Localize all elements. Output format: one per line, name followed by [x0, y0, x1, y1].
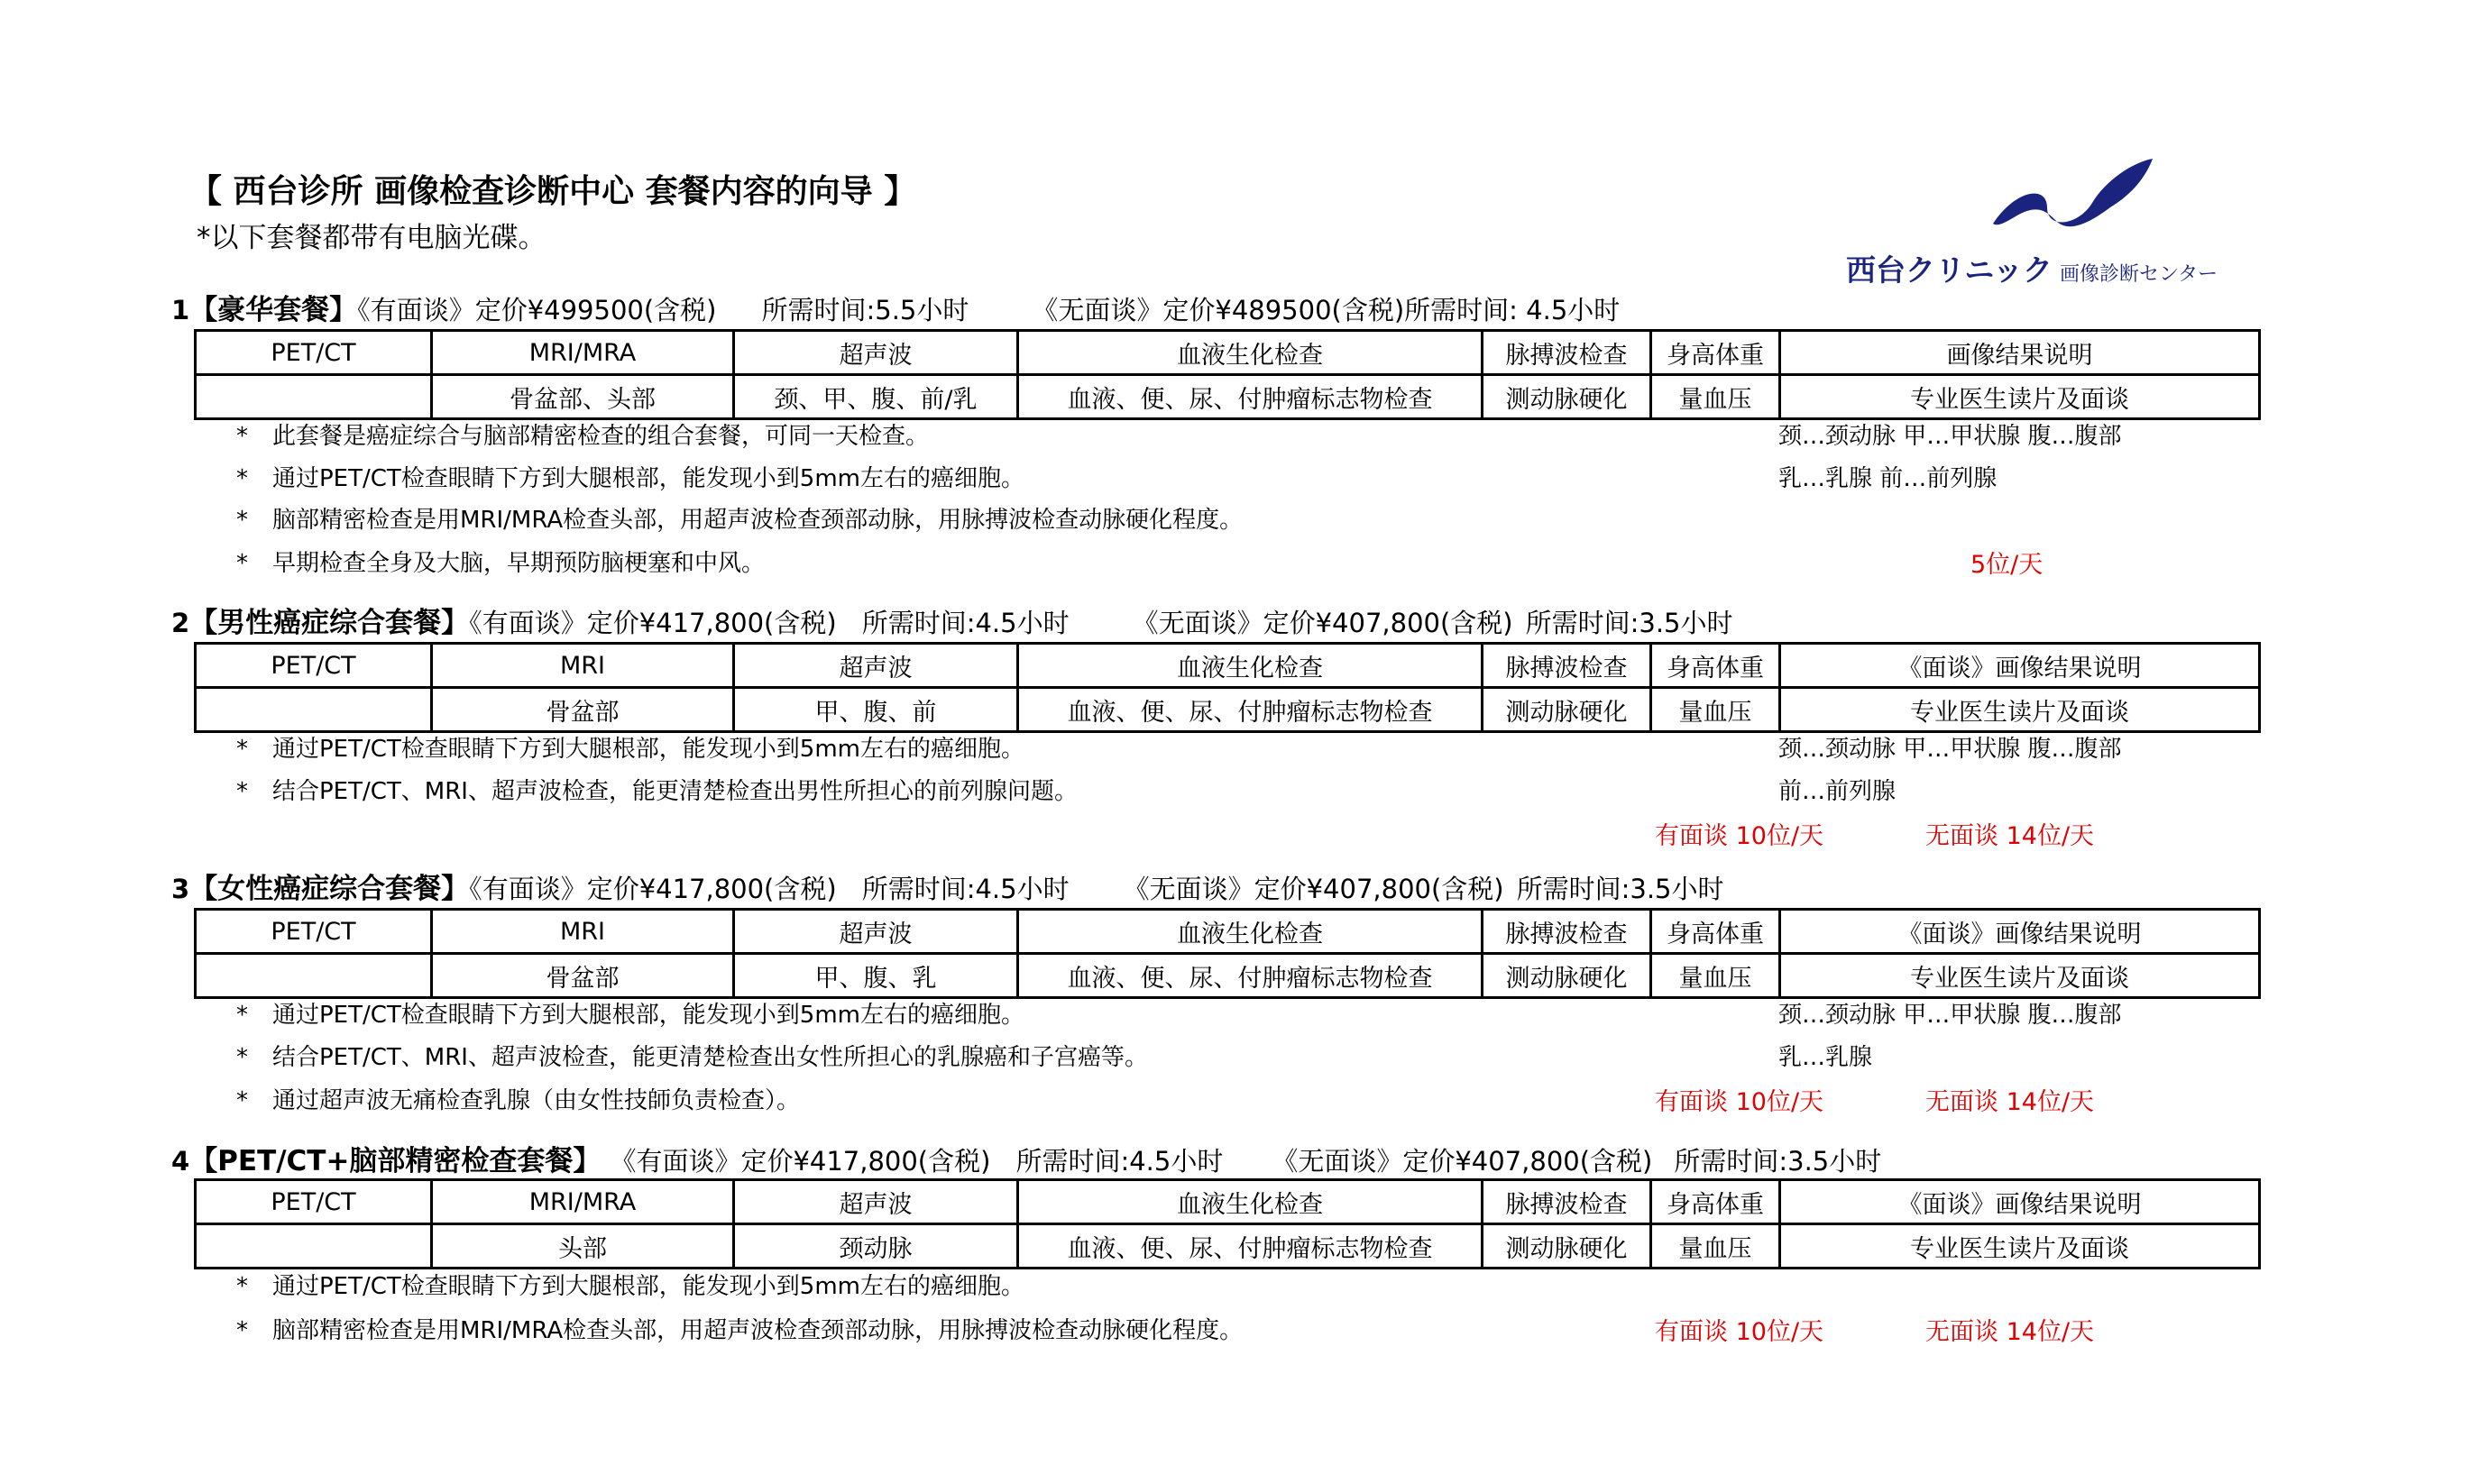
capacity-without-interview: 无面谈 14位/天 [1925, 822, 2095, 850]
table-cell: 测动脉硬化 [1483, 1224, 1651, 1269]
table-row [196, 375, 2260, 419]
table-cell: 测动脉硬化 [1483, 375, 1651, 419]
note-item: * 通过超声波无痛检查乳腺（由女性技師负责检查）。 [236, 1087, 801, 1114]
header-cell: PET/CT [196, 1180, 432, 1224]
header-cell: 身高体重 [1651, 910, 1780, 954]
time-without-interview: 所需时间:3.5小时 [1674, 1146, 1882, 1177]
abbreviation-legend: 颈…颈动脉 甲…甲状腺 腹…腹部 [1778, 1002, 2122, 1029]
section-name: 【豪华套餐】 [189, 294, 358, 326]
logo-name: 西台クリニック [1846, 252, 2053, 288]
table-row [196, 954, 2260, 998]
capacity-with-interview: 有面谈 10位/天 [1655, 1088, 1824, 1116]
header-cell: 超声波 [734, 1180, 1018, 1224]
section-3-table [194, 908, 2261, 999]
table-cell: 骨盆部、头部 [432, 375, 734, 419]
table-header-row [196, 1180, 2260, 1224]
table-header-row [196, 331, 2260, 375]
table-header-row [196, 910, 2260, 954]
header-cell: 血液生化检查 [1018, 910, 1483, 954]
section-1-header [171, 287, 1620, 327]
table-cell: 颈、甲、腹、前/乳 [734, 375, 1018, 419]
time-with-interview: 所需时间:4.5小时 [861, 874, 1070, 904]
note-item: * 此套餐是癌症综合与脑部精密检查的组合套餐，可同一天检查。 [236, 423, 930, 450]
header-cell: 《面谈》画像结果说明 [1780, 644, 2260, 688]
price-with-interview: 《有面谈》定价¥417,800(含税) [610, 1146, 991, 1177]
header-cell: PET/CT [196, 910, 432, 954]
table-cell: 头部 [432, 1224, 734, 1269]
time-without-interview: 所需时间:3.5小时 [1516, 874, 1724, 904]
table-cell: 量血压 [1651, 688, 1780, 732]
price-with-interview: 《有面谈》定价¥417,800(含税) [469, 874, 837, 904]
header-cell: 脉搏波检查 [1483, 910, 1651, 954]
abbreviation-legend: 前…前列腺 [1778, 778, 1897, 805]
header-cell: 超声波 [734, 910, 1018, 954]
note-item: * 通过PET/CT检查眼睛下方到大腿根部，能发现小到5mm左右的癌细胞。 [236, 1273, 1024, 1300]
table-cell: 专业医生读片及面谈 [1780, 375, 2260, 419]
table-cell: 专业医生读片及面谈 [1780, 954, 2260, 998]
note-item: * 脑部精密检查是用MRI/MRA检查头部，用超声波检查颈部动脉，用脉搏波检查动脉硬化程度。 [236, 507, 1244, 534]
table-cell: 甲、腹、前 [734, 688, 1018, 732]
header-cell: MRI/MRA [432, 331, 734, 375]
abbreviation-legend: 颈…颈动脉 甲…甲状腺 腹…腹部 [1778, 423, 2122, 450]
section-number: 2 [171, 608, 190, 638]
table-cell: 血液、便、尿、付肿瘤标志物检查 [1018, 375, 1483, 419]
time-with-interview: 所需时间:4.5小时 [1015, 1146, 1224, 1177]
time-with-interview: 所需时间:4.5小时 [861, 608, 1070, 638]
section-4-header [171, 1138, 1881, 1178]
table-cell: 颈动脉 [734, 1224, 1018, 1269]
header-cell: 超声波 [734, 331, 1018, 375]
capacity-label: 5位/天 [1970, 551, 2044, 579]
abbreviation-legend: 颈…颈动脉 甲…甲状腺 腹…腹部 [1778, 736, 2122, 763]
price-without-interview: 《无面谈》定价¥489500(含税) [1032, 295, 1405, 325]
note-item: * 通过PET/CT检查眼睛下方到大腿根部，能发现小到5mm左右的癌细胞。 [236, 1002, 1024, 1029]
header-cell: 《面谈》画像结果说明 [1780, 1180, 2260, 1224]
table-row [196, 688, 2260, 732]
section-number: 3 [171, 874, 190, 904]
header-cell: PET/CT [196, 331, 432, 375]
header-cell: 脉搏波检查 [1483, 1180, 1651, 1224]
table-header-row [196, 644, 2260, 688]
capacity-without-interview: 无面谈 14位/天 [1925, 1088, 2095, 1116]
table-cell [196, 688, 432, 732]
table-cell: 血液、便、尿、付肿瘤标志物检查 [1018, 954, 1483, 998]
price-without-interview: 《无面谈》定价¥407,800(含税) [1123, 874, 1504, 904]
logo-subname: 画像診断センター [2060, 263, 2218, 286]
section-name: 【PET/CT+脑部精密检查套餐】 [189, 1145, 602, 1177]
table-cell: 专业医生读片及面谈 [1780, 688, 2260, 732]
table-cell: 血液、便、尿、付肿瘤标志物检查 [1018, 1224, 1483, 1269]
table-cell [196, 954, 432, 998]
header-cell: 血液生化检查 [1018, 1180, 1483, 1224]
header-cell: 身高体重 [1651, 1180, 1780, 1224]
price-with-interview: 《有面谈》定价¥499500(含税) [357, 295, 717, 325]
note-item: * 早期检查全身及大脑，早期预防脑梗塞和中风。 [236, 550, 766, 577]
table-row [196, 1224, 2260, 1269]
wave-logo-icon [1835, 153, 2268, 243]
note-item: * 结合PET/CT、MRI、超声波检查，能更清楚检查出女性所担心的乳腺癌和子宫癌等。 [236, 1044, 1148, 1071]
abbreviation-legend: 乳…乳腺 [1778, 1044, 1873, 1071]
section-1-table [194, 329, 2261, 420]
header-cell: PET/CT [196, 644, 432, 688]
table-cell: 甲、腹、乳 [734, 954, 1018, 998]
header-cell: MRI/MRA [432, 1180, 734, 1224]
header-cell: MRI [432, 910, 734, 954]
price-without-interview: 《无面谈》定价¥407,800(含税) [1132, 608, 1513, 638]
table-cell: 测动脉硬化 [1483, 954, 1651, 998]
table-cell: 量血压 [1651, 1224, 1780, 1269]
header-cell: 脉搏波检查 [1483, 644, 1651, 688]
header-cell: MRI [432, 644, 734, 688]
note-item: * 通过PET/CT检查眼睛下方到大腿根部，能发现小到5mm左右的癌细胞。 [236, 465, 1024, 492]
table-cell [196, 1224, 432, 1269]
logo-text [1846, 247, 2218, 289]
note-item: * 结合PET/CT、MRI、超声波检查，能更清楚检查出男性所担心的前列腺问题。 [236, 778, 1078, 805]
header-cell: 身高体重 [1651, 644, 1780, 688]
section-2-table [194, 642, 2261, 733]
header-cell: 超声波 [734, 644, 1018, 688]
header-cell: 血液生化检查 [1018, 331, 1483, 375]
note-item: * 脑部精密检查是用MRI/MRA检查头部，用超声波检查颈部动脉，用脉搏波检查动脉硬化程度。 [236, 1317, 1244, 1344]
price-without-interview: 《无面谈》定价¥407,800(含税) [1272, 1146, 1653, 1177]
time-with-interview: 所需时间:5.5小时 [761, 295, 969, 325]
time-without-interview: 所需时间: 4.5小时 [1404, 295, 1621, 325]
time-without-interview: 所需时间:3.5小时 [1525, 608, 1733, 638]
table-cell: 专业医生读片及面谈 [1780, 1224, 2260, 1269]
clinic-logo [1835, 153, 2268, 289]
page-subnote: *以下套餐都带有电脑光碟。 [197, 222, 546, 254]
header-cell: 脉搏波检查 [1483, 331, 1651, 375]
section-4-table [194, 1178, 2261, 1269]
section-number: 4 [171, 1146, 190, 1177]
page-title: 【 西台诊所 画像检查诊断中心 套餐内容的向导 】 [189, 173, 917, 210]
header-cell: 血液生化检查 [1018, 644, 1483, 688]
capacity-with-interview: 有面谈 10位/天 [1655, 1318, 1824, 1346]
price-with-interview: 《有面谈》定价¥417,800(含税) [469, 608, 837, 638]
table-cell: 测动脉硬化 [1483, 688, 1651, 732]
table-cell: 量血压 [1651, 375, 1780, 419]
section-name: 【女性癌症综合套餐】 [189, 873, 470, 905]
section-number: 1 [171, 295, 190, 325]
header-cell: 画像结果说明 [1780, 331, 2260, 375]
table-cell [196, 375, 432, 419]
header-cell: 《面谈》画像结果说明 [1780, 910, 2260, 954]
capacity-with-interview: 有面谈 10位/天 [1655, 822, 1824, 850]
table-cell: 骨盆部 [432, 954, 734, 998]
section-3-header [171, 866, 1724, 906]
header-cell: 身高体重 [1651, 331, 1780, 375]
capacity-without-interview: 无面谈 14位/天 [1925, 1318, 2095, 1346]
note-item: * 通过PET/CT检查眼睛下方到大腿根部，能发现小到5mm左右的癌细胞。 [236, 736, 1024, 763]
table-cell: 骨盆部 [432, 688, 734, 732]
table-cell: 血液、便、尿、付肿瘤标志物检查 [1018, 688, 1483, 732]
abbreviation-legend: 乳…乳腺 前…前列腺 [1778, 465, 1998, 492]
table-cell: 量血压 [1651, 954, 1780, 998]
section-2-header [171, 600, 1733, 640]
section-name: 【男性癌症综合套餐】 [189, 607, 470, 639]
